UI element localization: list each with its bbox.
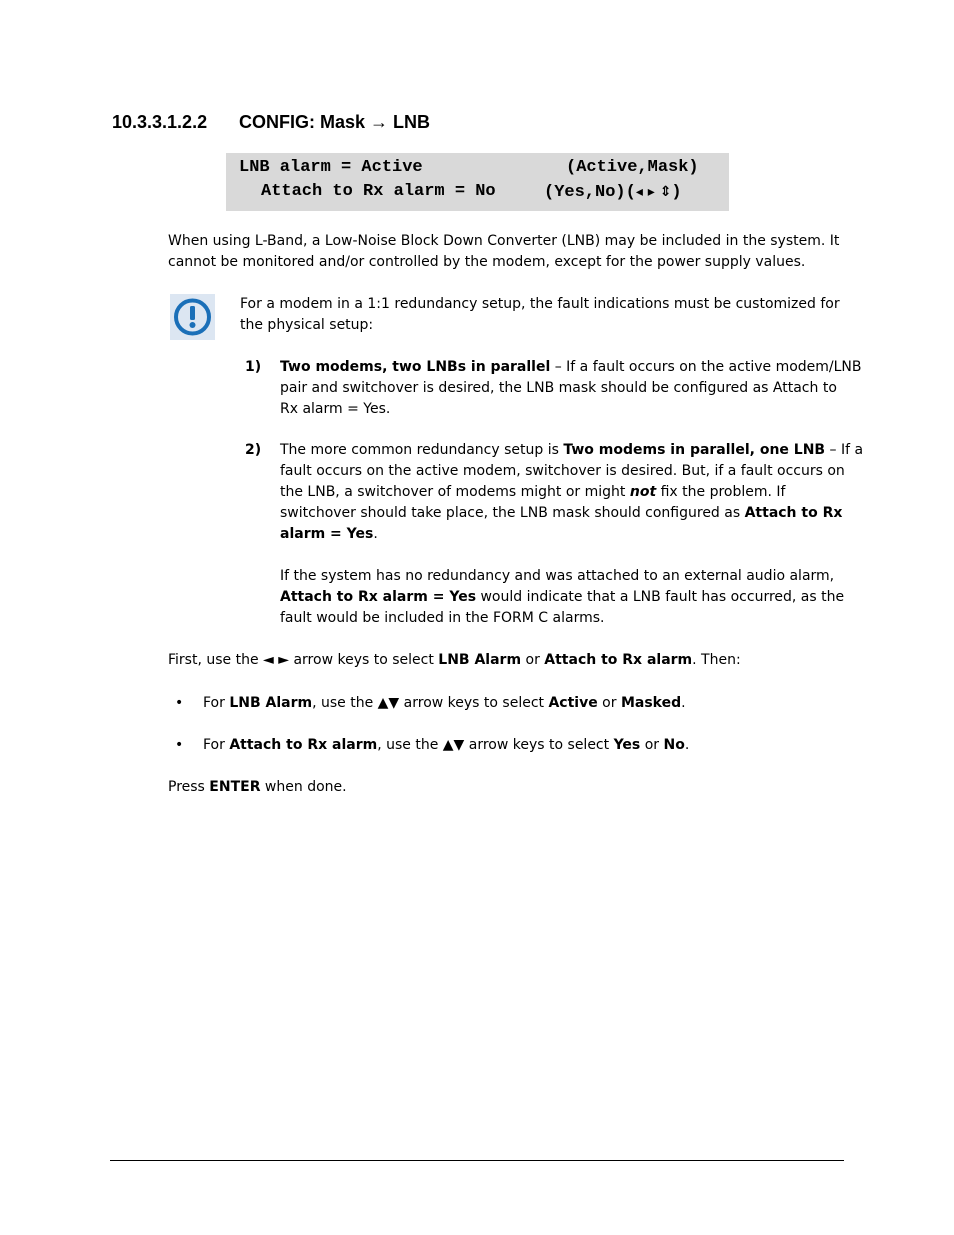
- section-title: CONFIG: Mask → LNB: [239, 112, 431, 132]
- bullet1-bold2: Active: [548, 695, 598, 711]
- bullet-marker: •: [175, 695, 184, 711]
- intro-line1: When using L-Band, a Low-Noise Block Down Converter (LNB) may be included in the system. It: [168, 233, 840, 249]
- bullet2-or: or: [640, 737, 664, 753]
- item1-line2: pair and switchover is desired, the LNB mask should be configured as Attach to: [280, 380, 837, 396]
- first-pre: First, use the: [168, 652, 264, 668]
- bullet-item-lnb-alarm: [203, 693, 686, 714]
- item2-line1-pre: The more common redundancy setup is: [280, 442, 564, 458]
- item2-line3: [280, 482, 785, 503]
- item2-line5-bold: alarm = Yes: [280, 526, 374, 542]
- item2-line4: [280, 503, 842, 524]
- first-instruction: [168, 650, 741, 671]
- item2-p2-line1: If the system has no redundancy and was attached to an external audio alarm,: [280, 568, 835, 584]
- bullet1-pre: For: [203, 695, 230, 711]
- item2-line4-bold: Attach to Rx: [744, 505, 843, 521]
- first-bold2: Attach to Rx alarm: [544, 652, 693, 668]
- info-alert-icon: [170, 294, 215, 340]
- item2-line3-em: not: [629, 484, 657, 500]
- first-bold1: LNB Alarm: [438, 652, 522, 668]
- item1-line1-rest: – If a fault occurs on the active modem/LNB: [550, 359, 862, 375]
- section-number: 10.3.3.1.2.2: [112, 112, 208, 132]
- note-line1: For a modem in a 1:1 redundancy setup, the fault indications must be customized for: [240, 296, 840, 312]
- item1-line1: [280, 357, 862, 378]
- footer-divider: [110, 1160, 844, 1161]
- intro-line2: cannot be monitored and/or controlled by the modem, except for the power supply values.: [168, 254, 806, 270]
- item2-p2-line2-post: would indicate that a LNB fault has occurred, as the: [476, 589, 845, 605]
- first-mid: arrow keys to select: [289, 652, 439, 668]
- bullet2-mid2: arrow keys to select: [464, 737, 614, 753]
- bullet2-pre: For: [203, 737, 230, 753]
- section-heading: [112, 112, 430, 133]
- bullet2-bold1: Attach to Rx alarm: [229, 737, 378, 753]
- item1-label: 1): [245, 359, 262, 375]
- bullet1-mid2: arrow keys to select: [399, 695, 549, 711]
- bullet2-bold2: Yes: [613, 737, 641, 753]
- lcd-arrow-icons: ◂ ▸ ⇕: [635, 184, 672, 200]
- item2-line3-post: fix the problem. If: [656, 484, 786, 500]
- note-line2: the physical setup:: [240, 317, 374, 333]
- bullet2-bold3: No: [663, 737, 685, 753]
- item2-line1-bold: Two modems in parallel, one LNB: [563, 442, 826, 458]
- item1-line3: Rx alarm = Yes.: [280, 401, 391, 417]
- bullet-marker: •: [175, 737, 184, 753]
- bullet2-post: .: [684, 737, 690, 753]
- item2-p2-line3: fault would be included in the FORM C alarms.: [280, 610, 605, 626]
- up-down-arrow-icons: ▲▼: [377, 695, 400, 711]
- press-pre: Press: [168, 779, 210, 795]
- press-bold: ENTER: [209, 779, 261, 795]
- press-enter-instruction: [168, 777, 347, 798]
- item1-bold: Two modems, two LNBs in parallel: [280, 359, 551, 375]
- item2-p2-line2-bold: Attach to Rx alarm = Yes: [280, 589, 477, 605]
- lcd-line1-left: LNB alarm = Active: [239, 158, 423, 177]
- first-or: or: [521, 652, 545, 668]
- item2-line3-pre: the LNB, a switchover of modems might or might: [280, 484, 630, 500]
- lcd-line2-right: [544, 180, 682, 205]
- bullet1-bold3: Masked: [620, 695, 682, 711]
- lcd-line1-right: (Active,Mask): [566, 158, 699, 177]
- press-post: when done.: [260, 779, 347, 795]
- item2-line4-pre: switchover should take place, the LNB mask should configured as: [280, 505, 745, 521]
- left-right-arrow-icons: ◄ ►: [263, 652, 290, 668]
- item2-line5: [280, 524, 378, 545]
- item2-line2: fault occurs on the active modem, switchover is desired. But, if a fault occurs on: [280, 463, 845, 479]
- bullet-item-attach-rx: [203, 735, 689, 756]
- bullet1-bold1: LNB Alarm: [229, 695, 313, 711]
- bullet1-post: .: [681, 695, 686, 711]
- up-down-arrow-icons: ▲▼: [442, 737, 465, 753]
- lcd-close-paren: ): [671, 183, 682, 202]
- lcd-options: (Yes,No)(: [544, 183, 636, 202]
- lcd-display: [226, 153, 729, 211]
- bullet1-or: or: [597, 695, 621, 711]
- item2-line1-post: – If a: [825, 442, 864, 458]
- first-post: . Then:: [692, 652, 741, 668]
- item2-line1: [280, 440, 863, 461]
- bullet1-mid: , use the: [312, 695, 378, 711]
- lcd-line2-left: Attach to Rx alarm = No: [261, 182, 496, 201]
- item2-line5-post: .: [373, 526, 378, 542]
- item2-label: 2): [245, 442, 262, 458]
- item2-p2-line2: [280, 587, 844, 608]
- bullet2-mid: , use the: [377, 737, 443, 753]
